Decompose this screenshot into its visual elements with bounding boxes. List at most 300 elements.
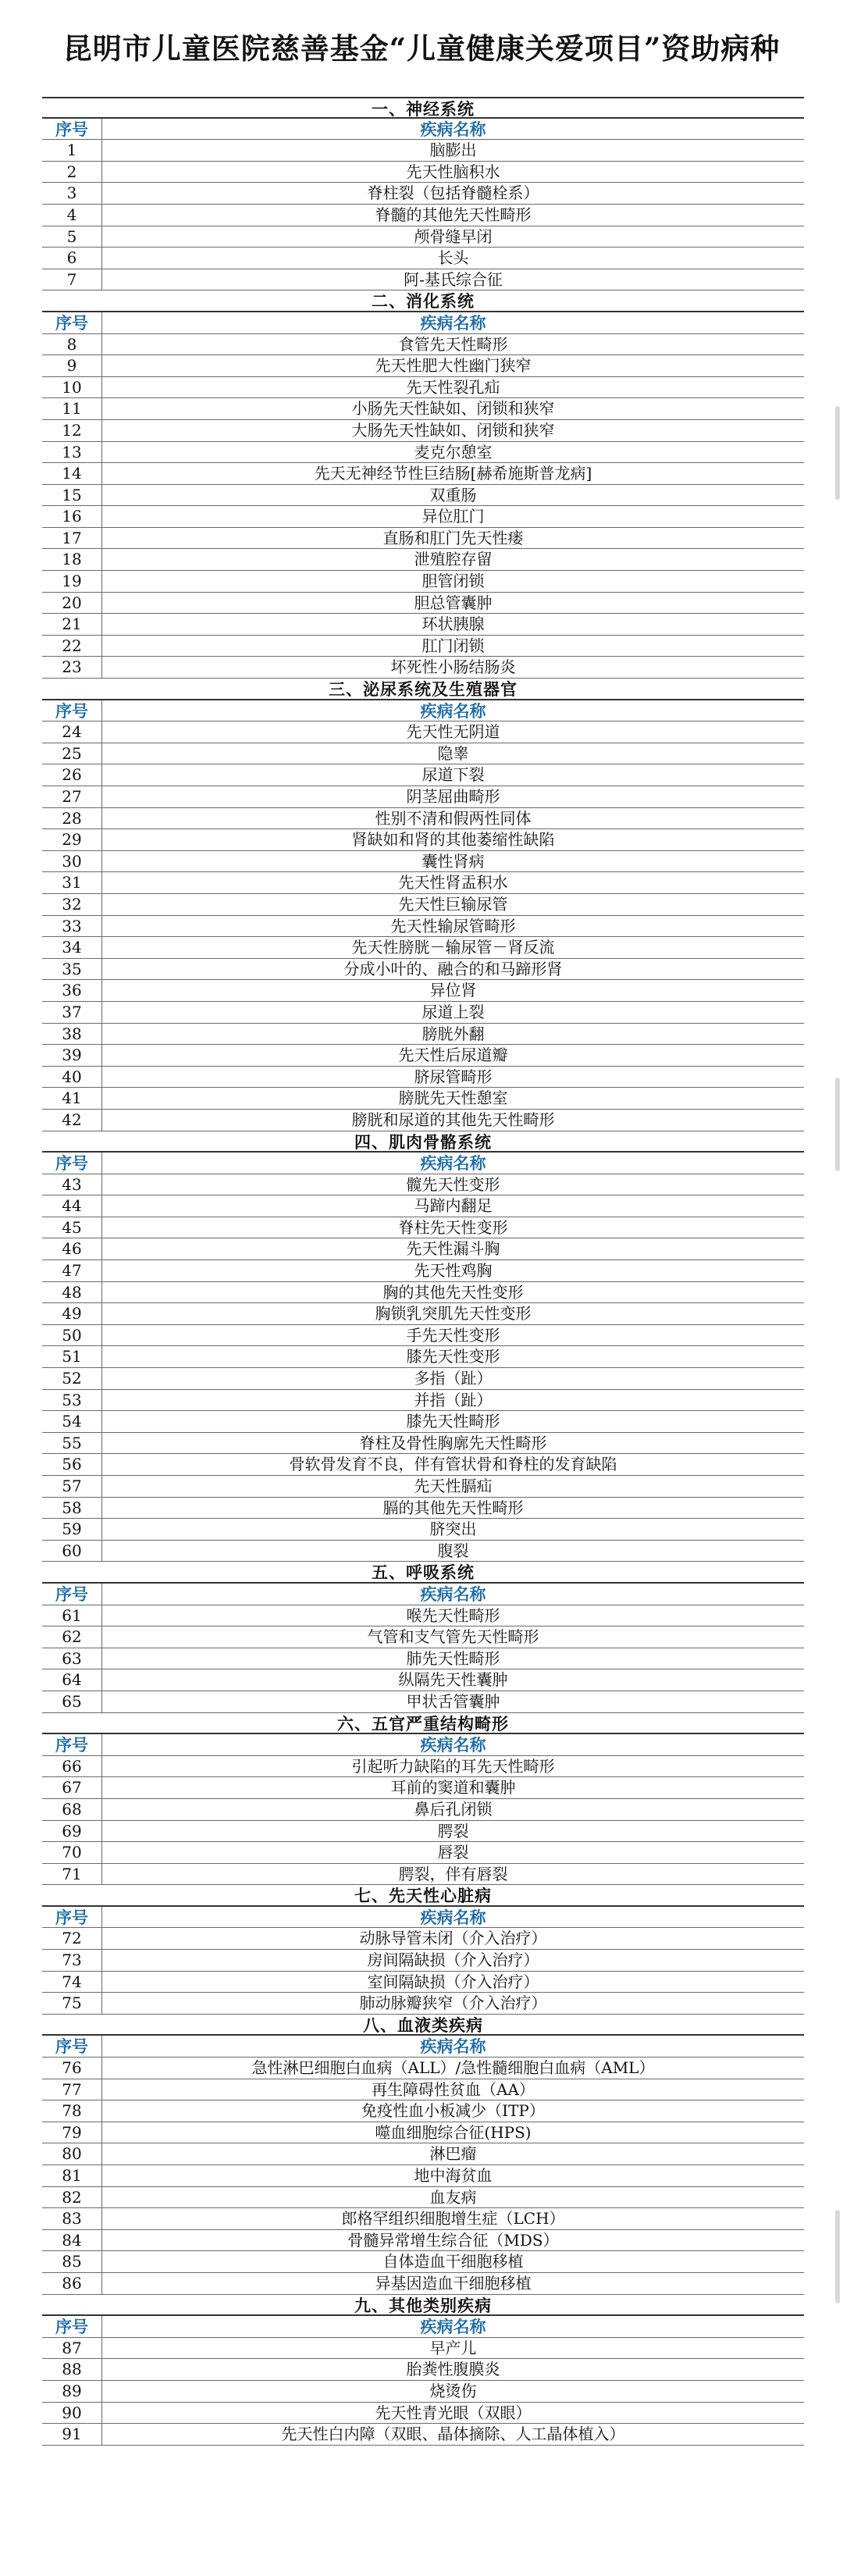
row-number: 31: [42, 872, 102, 893]
row-disease-name: 先天性白内障（双眼、晶体摘除、人工晶体植入）: [281, 2425, 625, 2444]
row-disease-name: 囊性肾病: [422, 851, 485, 871]
header-disease-name: 疾病名称: [420, 700, 486, 721]
row-disease-name: 隐睾: [437, 743, 469, 763]
table-row: [42, 808, 804, 830]
header-disease-name: 疾病名称: [420, 1584, 486, 1604]
section-title-row: [42, 1131, 804, 1153]
row-number: 33: [42, 916, 102, 937]
scroll-indicator: [835, 406, 840, 500]
table-row: [42, 1346, 804, 1368]
row-number: 34: [42, 937, 102, 958]
table-row: [42, 1993, 804, 2015]
row-disease-name: 淋巴瘤: [429, 2144, 477, 2164]
table-row: [42, 2338, 804, 2360]
row-number: 75: [42, 1993, 102, 2014]
row-disease-name: 先天性肥大性幽门狭窄: [375, 356, 532, 376]
row-number: 64: [42, 1669, 102, 1691]
row-number: 65: [42, 1691, 102, 1712]
row-number: 26: [42, 764, 102, 786]
row-number: 14: [42, 463, 102, 484]
row-number: 73: [42, 1950, 102, 1971]
table-row: [42, 248, 804, 269]
row-disease-name: 泄殖腔存留: [414, 550, 493, 569]
row-number: 54: [42, 1411, 102, 1432]
table-row: [42, 1260, 804, 1282]
row-number: 44: [42, 1195, 102, 1217]
row-number: 85: [42, 2251, 102, 2272]
row-disease-name: 颅骨缝早闭: [414, 226, 493, 246]
header-number: 序号: [42, 119, 102, 140]
row-number: 21: [42, 614, 102, 635]
section-title-row: [42, 1562, 804, 1584]
row-disease-name: 脊柱裂（包括脊髓栓系）: [367, 183, 539, 203]
row-number: 62: [42, 1626, 102, 1648]
row-disease-name: 性别不清和假两性同体: [375, 808, 532, 828]
row-number: 42: [42, 1110, 102, 1131]
table-row: [42, 2208, 804, 2230]
row-disease-name: 分成小叶的、融合的和马蹄形肾: [343, 959, 563, 978]
table-header-row: [42, 1734, 804, 1756]
table-row: [42, 916, 804, 938]
table-row: [42, 398, 804, 420]
scroll-indicator: [835, 1078, 840, 1171]
header-number: 序号: [42, 1153, 102, 1174]
table-row: [42, 1024, 804, 1046]
table-row: [42, 1433, 804, 1455]
disease-table: [42, 97, 804, 2446]
row-number: 71: [42, 1864, 102, 1885]
row-disease-name: 髋先天性变形: [406, 1174, 500, 1194]
scroll-indicator: [835, 2210, 840, 2303]
section-title-row: [42, 290, 804, 312]
row-number: 48: [42, 1282, 102, 1303]
row-disease-name: 气管和支气管先天性畸形: [367, 1627, 539, 1647]
row-disease-name: 胆管闭锁: [422, 572, 485, 591]
table-header-row: [42, 1907, 804, 1929]
row-disease-name: 骨软骨发育不良，伴有管状骨和脊柱的发育缺陷: [289, 1455, 617, 1474]
row-number: 69: [42, 1821, 102, 1842]
row-disease-name: 先天性巨输尿管: [398, 894, 508, 914]
section-title: 九、其他类别疾病: [354, 2295, 492, 2315]
section-title: 三、泌尿系统及生殖器官: [329, 679, 518, 700]
table-row: [42, 463, 804, 485]
table-row: [42, 162, 804, 183]
table-row: [42, 1648, 804, 1670]
row-number: 36: [42, 980, 102, 1001]
row-disease-name: 纵隔先天性囊肿: [398, 1670, 508, 1690]
table-row: [42, 593, 804, 615]
section-title-row: [42, 1885, 804, 1907]
table-row: [42, 980, 804, 1002]
table-row: [42, 1088, 804, 1110]
table-row: [42, 1217, 804, 1239]
row-number: 20: [42, 593, 102, 614]
table-row: [42, 786, 804, 808]
table-row: [42, 2187, 804, 2209]
table-row: [42, 1928, 804, 1950]
row-number: 72: [42, 1928, 102, 1949]
row-number: 66: [42, 1756, 102, 1777]
section-title: 八、血液类疾病: [363, 2015, 483, 2035]
table-row: [42, 1282, 804, 1304]
header-number: 序号: [42, 312, 102, 333]
table-header-row: [42, 312, 804, 334]
row-number: 55: [42, 1433, 102, 1454]
row-number: 37: [42, 1002, 102, 1023]
section-title-row: [42, 1713, 804, 1735]
table-row: [42, 2403, 804, 2425]
table-row: [42, 764, 804, 786]
row-disease-name: 大肠先天性缺如、闭锁和狭窄: [351, 420, 555, 440]
row-disease-name: 先天性膀胱－输尿管－肾反流: [351, 938, 555, 957]
table-row: [42, 2058, 804, 2079]
row-disease-name: 长头: [437, 248, 469, 268]
table-row: [42, 269, 804, 291]
row-number: 23: [42, 657, 102, 678]
row-number: 87: [42, 2338, 102, 2359]
table-row: [42, 1238, 804, 1260]
table-header-row: [42, 1153, 804, 1174]
table-row: [42, 1519, 804, 1541]
table-row: [42, 829, 804, 851]
row-disease-name: 麦克尔憩室: [414, 442, 493, 461]
table-row: [42, 1605, 804, 1627]
row-disease-name: 胆总管囊肿: [414, 593, 493, 612]
table-row: [42, 1626, 804, 1648]
header-disease-name: 疾病名称: [420, 1907, 486, 1927]
row-number: 79: [42, 2122, 102, 2143]
header-number: 序号: [42, 1584, 102, 1605]
table-row: [42, 851, 804, 873]
row-number: 70: [42, 1842, 102, 1863]
table-row: [42, 1950, 804, 1972]
row-disease-name: 马蹄内翻足: [414, 1196, 493, 1216]
row-number: 9: [42, 355, 102, 376]
table-row: [42, 2079, 804, 2101]
row-disease-name: 动脉导管未闭（介入治疗）: [359, 1929, 547, 1948]
row-disease-name: 膀胱和尿道的其他先天性畸形: [351, 1110, 555, 1129]
row-disease-name: 膝先天性畸形: [406, 1412, 500, 1431]
section-title-row: [42, 97, 804, 119]
row-disease-name: 骨髓异常增生综合征（MDS）: [347, 2230, 559, 2250]
table-header-row: [42, 2036, 804, 2058]
row-number: 63: [42, 1648, 102, 1669]
table-row: [42, 2359, 804, 2381]
row-disease-name: 先天性无阴道: [406, 722, 500, 742]
row-number: 58: [42, 1498, 102, 1519]
row-disease-name: 肺动脉瓣狭窄（介入治疗）: [359, 1993, 547, 2013]
row-number: 49: [42, 1303, 102, 1324]
table-header-row: [42, 2316, 804, 2338]
row-disease-name: 手先天性变形: [406, 1325, 500, 1345]
row-number: 81: [42, 2165, 102, 2186]
table-row: [42, 894, 804, 916]
row-number: 61: [42, 1605, 102, 1626]
row-number: 51: [42, 1346, 102, 1367]
table-row: [42, 2251, 804, 2273]
section-title: 五、呼吸系统: [372, 1562, 475, 1583]
section-title: 六、五官严重结构畸形: [337, 1713, 509, 1733]
row-disease-name: 喉先天性畸形: [406, 1605, 500, 1625]
table-row: [42, 1669, 804, 1691]
row-disease-name: 阴茎屈曲畸形: [406, 787, 500, 806]
row-number: 53: [42, 1390, 102, 1411]
table-row: [42, 872, 804, 894]
row-number: 4: [42, 205, 102, 226]
row-disease-name: 异位肾: [429, 981, 477, 1000]
table-row: [42, 1691, 804, 1713]
row-number: 68: [42, 1799, 102, 1820]
row-number: 8: [42, 334, 102, 355]
row-number: 29: [42, 829, 102, 850]
row-number: 17: [42, 528, 102, 549]
row-disease-name: 胸锁乳突肌先天性变形: [375, 1304, 532, 1324]
header-disease-name: 疾病名称: [420, 1735, 486, 1755]
table-row: [42, 377, 804, 399]
row-disease-name: 郎格罕组织细胞增生症（LCH）: [341, 2209, 565, 2229]
row-disease-name: 异位肛门: [422, 507, 485, 526]
row-disease-name: 先天性鸡胸: [414, 1261, 493, 1281]
row-disease-name: 肺先天性畸形: [406, 1648, 500, 1668]
document-title: 昆明市儿童医院慈善基金“儿童健康关爱项目”资助病种: [62, 31, 781, 66]
row-number: 18: [42, 549, 102, 570]
header-disease-name: 疾病名称: [420, 119, 486, 139]
header-number: 序号: [42, 2036, 102, 2057]
table-row: [42, 1067, 804, 1088]
row-number: 76: [42, 2058, 102, 2079]
table-row: [42, 442, 804, 464]
row-disease-name: 多指（趾）: [414, 1369, 493, 1388]
row-disease-name: 引起听力缺陷的耳先天性畸形: [351, 1756, 555, 1776]
row-disease-name: 小肠先天性缺如、闭锁和狭窄: [351, 399, 555, 419]
row-number: 90: [42, 2403, 102, 2424]
table-row: [42, 1498, 804, 1520]
table-row: [42, 1368, 804, 1390]
row-disease-name: 胎粪性腹膜炎: [406, 2360, 500, 2379]
row-disease-name: 并指（趾）: [414, 1390, 493, 1409]
row-disease-name: 自体造血干细胞移植: [382, 2252, 524, 2271]
table-row: [42, 636, 804, 657]
row-number: 13: [42, 442, 102, 463]
row-disease-name: 胸的其他先天性变形: [382, 1282, 524, 1302]
table-row: [42, 721, 804, 743]
table-row: [42, 420, 804, 442]
row-disease-name: 先天性输尿管畸形: [390, 916, 516, 935]
table-row: [42, 2122, 804, 2144]
row-number: 45: [42, 1217, 102, 1238]
row-disease-name: 先天性后尿道瓣: [398, 1046, 508, 1065]
row-disease-name: 急性淋巴细胞白血病（ALL）/急性髓细胞白血病（AML）: [251, 2058, 655, 2078]
table-row: [42, 183, 804, 205]
table-row: [42, 140, 804, 162]
table-row: [42, 528, 804, 550]
table-row: [42, 2143, 804, 2165]
row-number: 2: [42, 162, 102, 183]
row-number: 89: [42, 2381, 102, 2402]
row-disease-name: 异基因造血干细胞移植: [375, 2273, 532, 2293]
table-row: [42, 657, 804, 679]
row-number: 22: [42, 636, 102, 657]
row-disease-name: 先天性裂孔疝: [406, 377, 500, 397]
row-disease-name: 再生障碍性贫血（AA）: [372, 2079, 535, 2099]
row-disease-name: 膀胱先天性憩室: [398, 1088, 508, 1108]
table-row: [42, 506, 804, 528]
row-disease-name: 房间隔缺损（介入治疗）: [367, 1951, 539, 1970]
header-number: 序号: [42, 1734, 102, 1755]
table-row: [42, 1454, 804, 1476]
table-row: [42, 1195, 804, 1217]
row-number: 27: [42, 786, 102, 807]
row-number: 1: [42, 140, 102, 161]
row-disease-name: 腹裂: [437, 1541, 469, 1560]
row-disease-name: 腭裂: [437, 1821, 469, 1840]
row-number: 40: [42, 1067, 102, 1088]
table-row: [42, 1476, 804, 1498]
header-disease-name: 疾病名称: [420, 2036, 486, 2057]
row-number: 30: [42, 851, 102, 872]
row-disease-name: 鼻后孔闭锁: [414, 1799, 493, 1819]
table-header-row: [42, 119, 804, 141]
row-number: 32: [42, 894, 102, 915]
row-disease-name: 膝先天性变形: [406, 1347, 500, 1366]
row-disease-name: 耳前的窦道和囊肿: [390, 1778, 516, 1797]
table-row: [42, 743, 804, 765]
row-number: 35: [42, 959, 102, 980]
row-disease-name: 烧烫伤: [429, 2381, 477, 2400]
row-number: 19: [42, 571, 102, 592]
row-number: 59: [42, 1519, 102, 1540]
row-disease-name: 唇裂: [437, 1843, 469, 1862]
table-row: [42, 1002, 804, 1024]
section-title-row: [42, 2295, 804, 2317]
row-disease-name: 脊柱及骨性胸廓先天性畸形: [359, 1433, 547, 1452]
row-disease-name: 早产儿: [429, 2338, 477, 2357]
row-number: 86: [42, 2273, 102, 2294]
table-row: [42, 2381, 804, 2403]
header-disease-name: 疾病名称: [420, 1153, 486, 1174]
header-number: 序号: [42, 1907, 102, 1928]
table-row: [42, 937, 804, 959]
row-number: 11: [42, 398, 102, 419]
table-row: [42, 1325, 804, 1347]
section-title: 七、先天性心脏病: [354, 1886, 492, 1906]
row-disease-name: 先天性膈疝: [414, 1477, 493, 1495]
row-number: 78: [42, 2100, 102, 2122]
row-number: 15: [42, 485, 102, 506]
table-header-row: [42, 700, 804, 722]
row-disease-name: 环状胰腺: [422, 615, 485, 634]
row-number: 82: [42, 2187, 102, 2208]
row-disease-name: 脐突出: [429, 1520, 477, 1539]
row-disease-name: 室间隔缺损（介入治疗）: [367, 1972, 539, 1991]
row-disease-name: 食管先天性畸形: [398, 334, 508, 354]
row-number: 84: [42, 2230, 102, 2251]
row-number: 50: [42, 1325, 102, 1346]
row-number: 47: [42, 1260, 102, 1281]
row-disease-name: 地中海贫血: [414, 2166, 493, 2185]
row-number: 6: [42, 248, 102, 269]
table-row: [42, 959, 804, 981]
row-disease-name: 肛门闭锁: [422, 636, 485, 655]
table-row: [42, 571, 804, 593]
header-number: 序号: [42, 2316, 102, 2337]
section-title: 二、消化系统: [372, 291, 475, 312]
row-number: 38: [42, 1024, 102, 1045]
table-row: [42, 1045, 804, 1067]
row-number: 28: [42, 808, 102, 829]
row-number: 46: [42, 1238, 102, 1259]
table-row: [42, 1842, 804, 1864]
table-row: [42, 334, 804, 356]
row-number: 80: [42, 2143, 102, 2164]
row-disease-name: 尿道上裂: [422, 1002, 485, 1021]
row-disease-name: 血友病: [429, 2187, 477, 2207]
row-number: 88: [42, 2359, 102, 2380]
row-disease-name: 腭裂，伴有唇裂: [398, 1864, 508, 1883]
table-row: [42, 1821, 804, 1843]
table-row: [42, 549, 804, 571]
table-row: [42, 355, 804, 377]
row-number: 7: [42, 269, 102, 290]
row-disease-name: 膈的其他先天性畸形: [382, 1498, 524, 1517]
table-row: [42, 1864, 804, 1886]
row-disease-name: 甲状舌管囊肿: [406, 1691, 500, 1711]
table-row: [42, 1972, 804, 1993]
row-disease-name: 先天性漏斗胸: [406, 1239, 500, 1259]
table-row: [42, 1390, 804, 1412]
table-header-row: [42, 1584, 804, 1605]
row-disease-name: 脑膨出: [429, 141, 477, 160]
table-row: [42, 2100, 804, 2122]
row-disease-name: 直肠和肛门先天性瘘: [382, 528, 524, 547]
row-disease-name: 阿-基氏综合征: [404, 269, 503, 289]
table-row: [42, 205, 804, 226]
row-number: 67: [42, 1777, 102, 1798]
row-number: 10: [42, 377, 102, 398]
row-number: 24: [42, 721, 102, 743]
row-number: 39: [42, 1045, 102, 1066]
row-number: 43: [42, 1174, 102, 1195]
row-number: 41: [42, 1088, 102, 1109]
row-number: 16: [42, 506, 102, 527]
table-row: [42, 1303, 804, 1325]
row-number: 12: [42, 420, 102, 441]
row-number: 5: [42, 226, 102, 248]
section-title: 四、肌肉骨骼系统: [354, 1131, 492, 1152]
row-number: 52: [42, 1368, 102, 1389]
row-disease-name: 膀胱外翻: [422, 1024, 485, 1043]
row-disease-name: 先天性脑积水: [406, 162, 500, 181]
table-row: [42, 226, 804, 248]
table-row: [42, 2230, 804, 2252]
row-disease-name: 脊髓的其他先天性畸形: [375, 205, 532, 224]
row-disease-name: 先天无神经节性巨结肠[赫希施斯普龙病]: [314, 464, 592, 483]
row-disease-name: 尿道下裂: [422, 765, 485, 785]
row-number: 57: [42, 1476, 102, 1497]
table-row: [42, 1799, 804, 1821]
table-row: [42, 1174, 804, 1196]
header-disease-name: 疾病名称: [420, 2317, 486, 2337]
row-disease-name: 脐尿管畸形: [414, 1067, 493, 1086]
section-title-row: [42, 679, 804, 700]
row-disease-name: 先天性青光眼（双眼）: [375, 2403, 532, 2422]
table-row: [42, 614, 804, 636]
row-number: 25: [42, 743, 102, 764]
row-disease-name: 脊柱先天性变形: [398, 1217, 508, 1237]
table-row: [42, 2273, 804, 2295]
section-title-row: [42, 2015, 804, 2036]
table-row: [42, 2165, 804, 2187]
